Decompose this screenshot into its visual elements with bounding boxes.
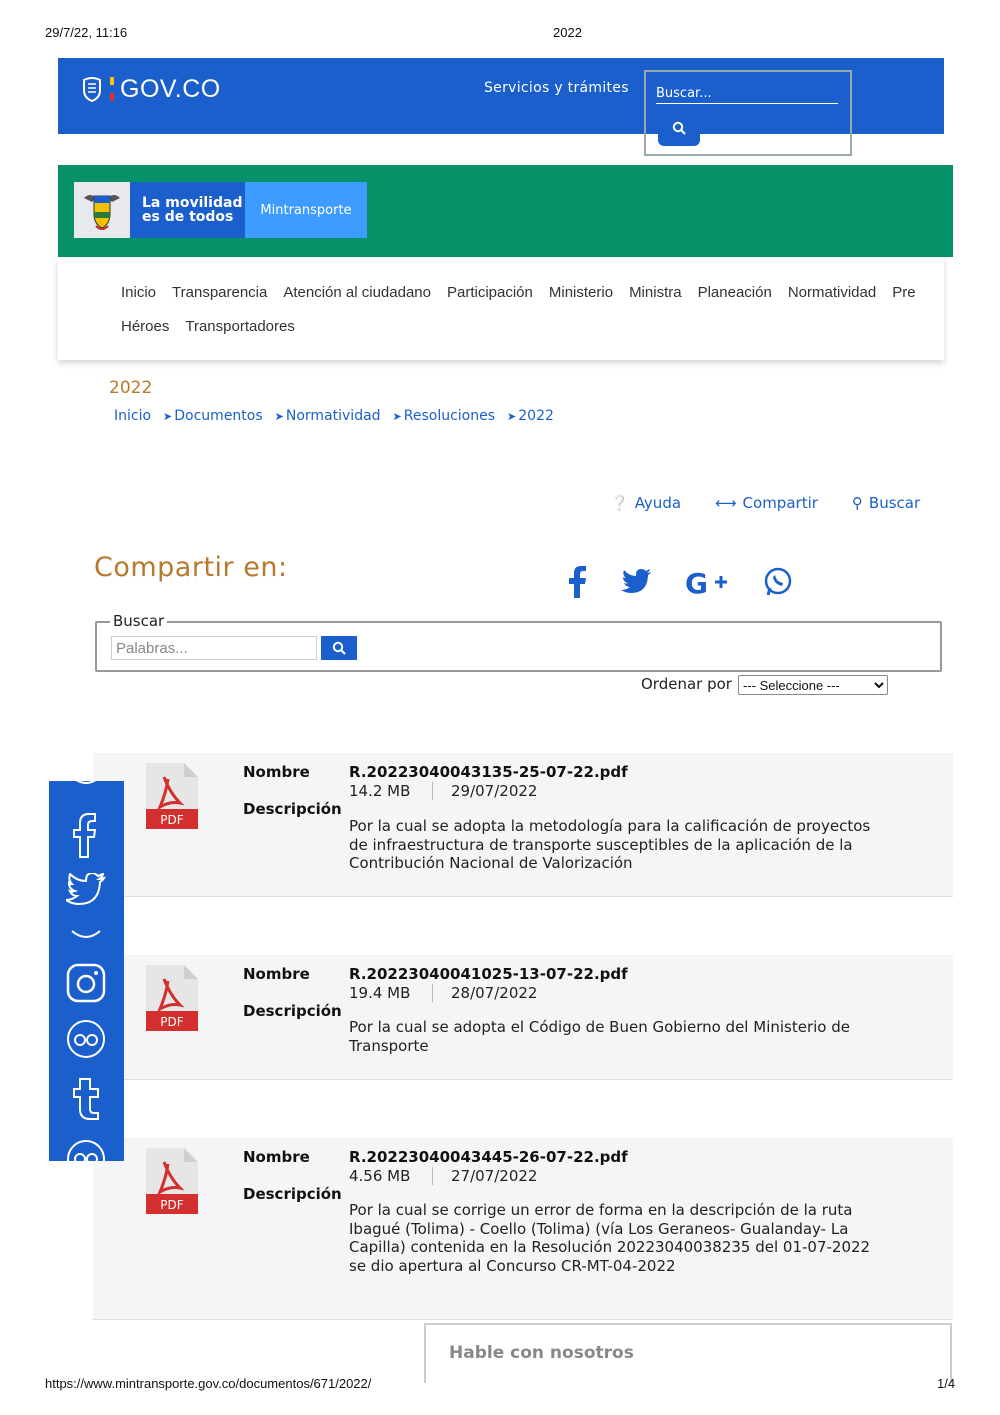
- nav-row-2: [121, 318, 295, 335]
- order-label: Ordenar por: [641, 675, 732, 693]
- name-label: Nombre: [243, 965, 310, 983]
- tumblr-icon[interactable]: [66, 1075, 106, 1121]
- document-size: 19.4 MB: [349, 984, 433, 1002]
- google-plus-icon[interactable]: [685, 569, 729, 595]
- nav-item-planeacion[interactable]: Planeación: [697, 284, 772, 301]
- search-action-button[interactable]: [852, 494, 920, 512]
- nav-item-ministerio[interactable]: Ministerio: [548, 284, 614, 301]
- help-label: Ayuda: [634, 494, 682, 512]
- colombia-shield-icon: [82, 188, 122, 232]
- print-title: 2022: [553, 25, 582, 40]
- document-meta: [349, 782, 537, 800]
- search-label: Buscar: [868, 494, 921, 512]
- gov-search-button[interactable]: [658, 110, 700, 146]
- breadcrumb-label: Documentos: [174, 408, 263, 424]
- document-row: [93, 1138, 953, 1320]
- breadcrumb-2022[interactable]: [507, 408, 554, 424]
- order-select[interactable]: [738, 675, 888, 695]
- pdf-badge: PDF: [160, 1198, 184, 1212]
- gov-logo-text: GOV.CO: [120, 74, 221, 103]
- share-label: Compartir: [742, 494, 818, 512]
- pdf-icon[interactable]: [146, 965, 198, 1031]
- breadcrumb-inicio[interactable]: Inicio: [114, 408, 152, 424]
- facebook-icon[interactable]: [66, 811, 106, 859]
- breadcrumb-label: Normatividad: [285, 408, 381, 424]
- document-filename[interactable]: R.20223040043135-25-07-22.pdf: [349, 763, 628, 781]
- whatsapp-icon[interactable]: [763, 567, 793, 597]
- print-datetime: 29/7/22, 11:16: [45, 25, 128, 40]
- instagram-icon[interactable]: [66, 963, 106, 1003]
- page-actions: [610, 494, 920, 512]
- document-row: [93, 753, 953, 897]
- name-label: Nombre: [243, 763, 310, 781]
- print-page-number: 1/4: [937, 1376, 956, 1391]
- keyword-input[interactable]: [111, 636, 317, 660]
- document-description: Por la cual se adopta el Código de Buen Gobierno del Ministerio de Transporte: [349, 1018, 850, 1055]
- print-url: https://www.mintransporte.gov.co/documentos/671/2022/: [45, 1376, 372, 1391]
- partial-icon: [66, 781, 106, 791]
- nav-row-1: [121, 284, 937, 301]
- facebook-icon[interactable]: [567, 566, 587, 598]
- document-date: 28/07/2022: [451, 984, 538, 1002]
- nav-item-inicio[interactable]: Inicio: [121, 284, 157, 301]
- pdf-badge: PDF: [160, 1015, 184, 1029]
- search-icon: [332, 641, 346, 655]
- document-filename[interactable]: R.20223040041025-13-07-22.pdf: [349, 965, 628, 983]
- document-date: 29/07/2022: [451, 782, 538, 800]
- chevron-right-icon: ➤: [274, 410, 284, 423]
- twitter-icon[interactable]: [621, 569, 651, 595]
- chevron-right-icon: ➤: [163, 410, 173, 423]
- share-button[interactable]: [715, 494, 818, 512]
- description-label: Descripción: [243, 1185, 342, 1203]
- gov-logo[interactable]: [80, 72, 221, 106]
- slogan-line-1: La movilidad: [142, 195, 243, 211]
- document-meta: [349, 984, 537, 1002]
- document-description: Por la cual se adopta la metodología para la calificación de proyectos de infraestructura de transporte susceptibles de la aplicación de la Contribución Nacional de Valorización: [349, 817, 871, 872]
- pdf-icon[interactable]: [146, 1148, 198, 1214]
- nav-item-ministra[interactable]: Ministra: [629, 284, 682, 301]
- pdf-badge: PDF: [160, 813, 184, 827]
- question-circle-icon: ❔: [610, 494, 629, 512]
- share-icon: ⟷: [715, 494, 737, 512]
- description-label: Descripción: [243, 1002, 342, 1020]
- nav-item-participacion[interactable]: Participación: [446, 284, 533, 301]
- svg-text:G: G: [685, 569, 708, 595]
- nav-item-transportadores[interactable]: Transportadores: [185, 318, 295, 335]
- slogan-text: [142, 196, 242, 224]
- search-icon: ⚲: [851, 494, 863, 512]
- twitter-icon[interactable]: [66, 873, 106, 909]
- coat-of-arms-icon: [80, 76, 104, 102]
- partial-icon: [66, 1139, 106, 1161]
- breadcrumb-label: 2022: [518, 408, 554, 424]
- document-filename[interactable]: R.20223040043445-26-07-22.pdf: [349, 1148, 628, 1166]
- search-icon: [672, 121, 686, 135]
- document-description: Por la cual se corrige un error de forma en la descripción de la ruta Ibagué (Tolima) - Coello (Tolima) (vía Los Geraneos- Gualanday- La Capilla) contenida en la Resolución 20223040038235 del 01-07-2022 se dio apertura al Concurso CR-MT-04-2022: [349, 1201, 871, 1275]
- page-title: 2022: [109, 378, 153, 398]
- chevron-right-icon: ➤: [507, 410, 517, 423]
- breadcrumb-label: Resoluciones: [403, 408, 496, 424]
- document-size: 4.56 MB: [349, 1167, 433, 1185]
- entity-link[interactable]: Mintransporte: [245, 182, 367, 238]
- breadcrumb-resoluciones[interactable]: [393, 408, 496, 424]
- document-size: 14.2 MB: [349, 782, 433, 800]
- breadcrumb-normatividad[interactable]: [275, 408, 381, 424]
- description-label: Descripción: [243, 800, 342, 818]
- shield-box: [74, 182, 130, 238]
- nav-item-pre[interactable]: Pre: [892, 284, 916, 301]
- keyword-search-button[interactable]: [321, 636, 357, 660]
- breadcrumb: [114, 408, 554, 424]
- smile-icon: [66, 929, 106, 943]
- gov-logo-accent: [110, 77, 114, 101]
- pdf-icon[interactable]: [146, 763, 198, 829]
- breadcrumb-documentos[interactable]: [163, 408, 263, 424]
- slogan-line-2: es de todos: [142, 209, 234, 225]
- document-row: [93, 955, 953, 1080]
- main-nav: [58, 258, 944, 360]
- share-social-links: [567, 566, 793, 598]
- help-button[interactable]: [610, 494, 681, 512]
- chat-label[interactable]: Hable con nosotros: [449, 1343, 634, 1363]
- services-link[interactable]: Servicios y trámites: [484, 80, 629, 96]
- share-title: Compartir en:: [94, 552, 288, 583]
- search-legend: Buscar: [110, 612, 167, 630]
- name-label: Nombre: [243, 1148, 310, 1166]
- flickr-icon[interactable]: [66, 1019, 106, 1059]
- gov-search-input[interactable]: [656, 78, 838, 104]
- nav-item-heroes[interactable]: Héroes: [121, 318, 170, 335]
- document-date: 27/07/2022: [451, 1167, 538, 1185]
- floating-social-bar: [49, 781, 124, 1161]
- nav-item-atencion[interactable]: Atención al ciudadano: [283, 284, 431, 301]
- nav-item-normatividad[interactable]: Normatividad: [787, 284, 877, 301]
- document-meta: [349, 1167, 537, 1185]
- chevron-right-icon: ➤: [392, 410, 402, 423]
- nav-item-transparencia[interactable]: Transparencia: [172, 284, 268, 301]
